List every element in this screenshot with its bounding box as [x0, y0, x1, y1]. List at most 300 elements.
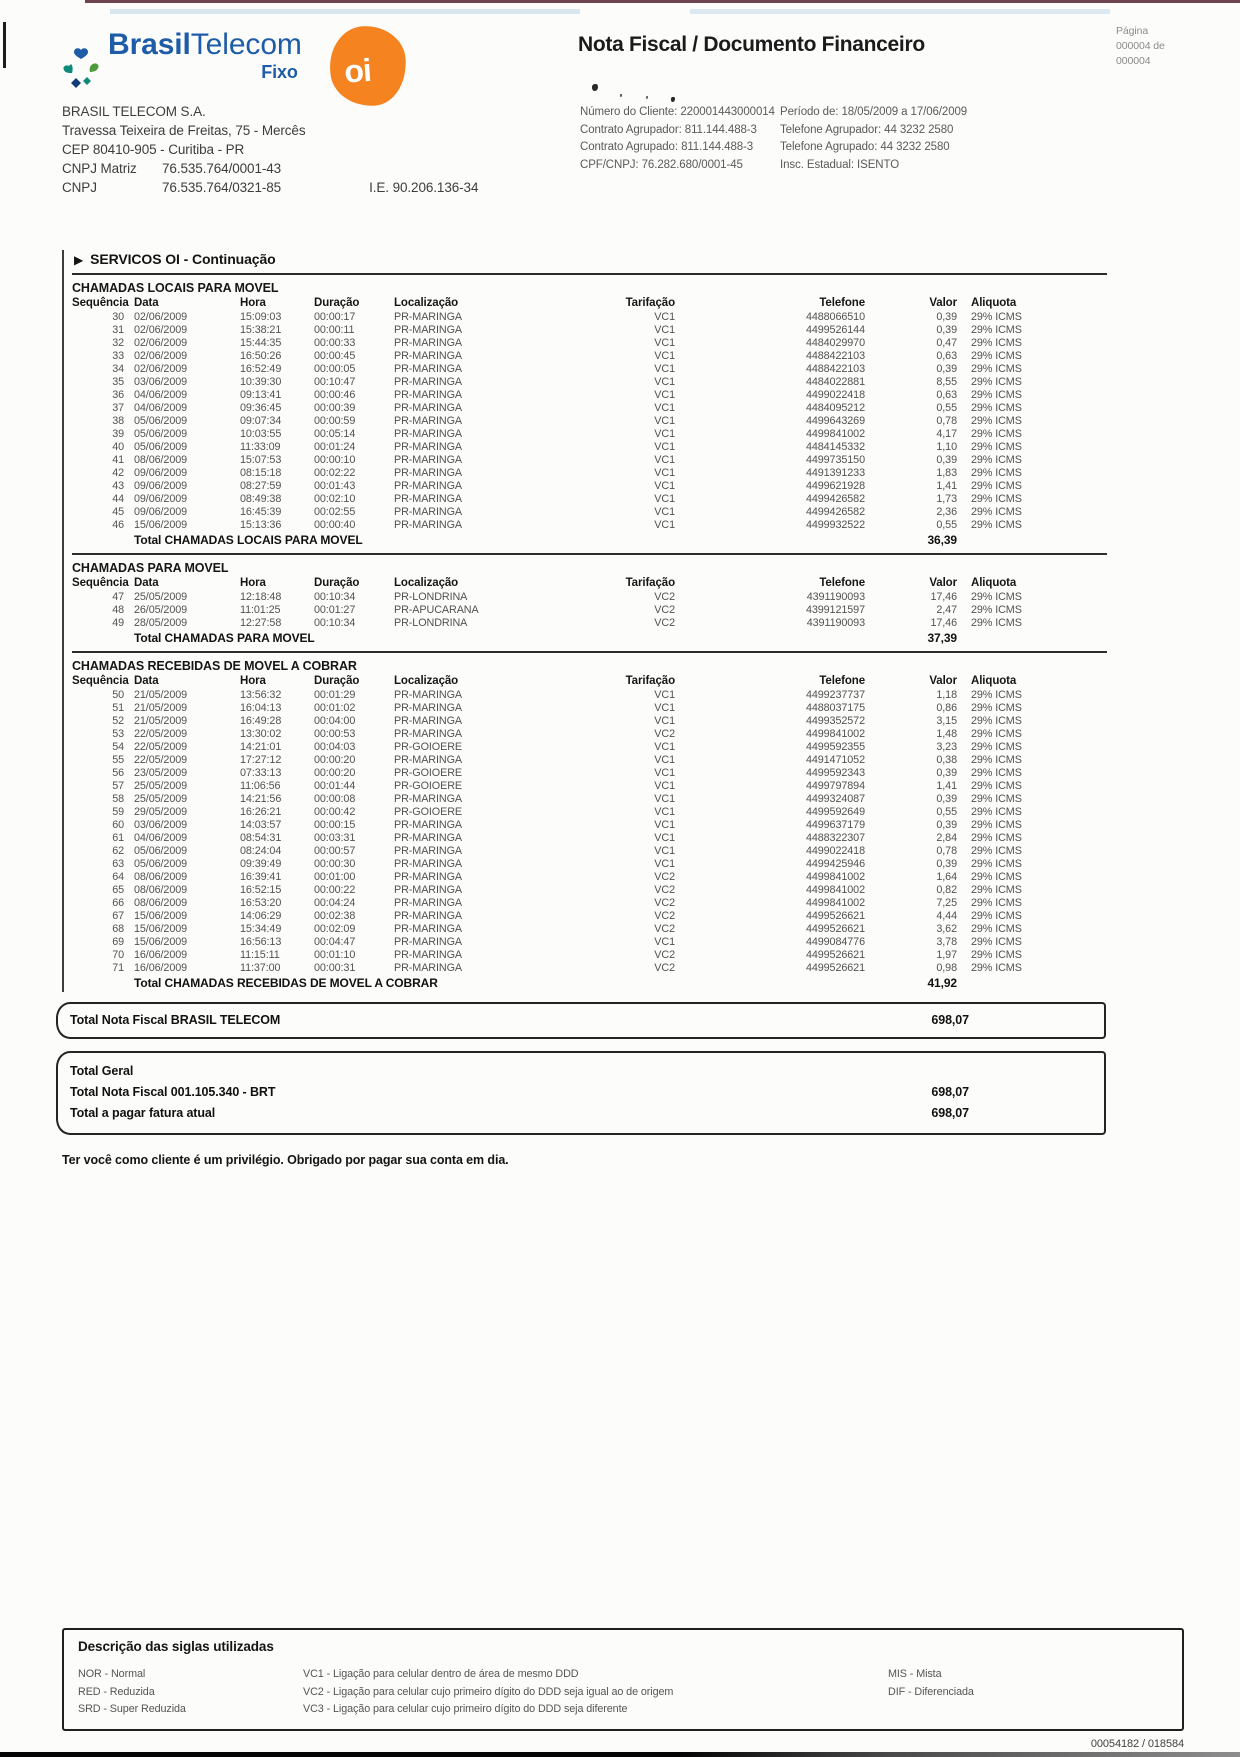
cell-telefone: 4499526144 [805, 324, 865, 336]
telefone-agrupado-label: Telefone Agrupado: [780, 141, 878, 153]
cell-hora: 14:06:29 [240, 910, 282, 922]
cell-aliquota: 29% ICMS [971, 467, 1022, 479]
cell-data: 08/06/2009 [134, 454, 188, 466]
cell-localizacao: PR-MARINGA [394, 702, 462, 714]
col-header-data: Data [134, 675, 159, 687]
cell-telefone: 4499932522 [805, 519, 865, 531]
cell-duracao: 00:00:20 [314, 754, 356, 766]
spacer [1062, 832, 1107, 845]
cell-duracao: 00:00:57 [314, 845, 356, 857]
scan-artifact-bottombar [0, 1752, 1240, 1757]
cell-localizacao: PR-LONDRINA [394, 591, 468, 603]
spacer [1062, 428, 1107, 441]
cell-aliquota: 29% ICMS [971, 441, 1022, 453]
cell-duracao: 00:05:14 [314, 428, 356, 440]
section-arrow-icon: ▶ [74, 253, 84, 267]
cell-valor: 0,98 [936, 962, 957, 974]
cell-aliquota: 29% ICMS [971, 858, 1022, 870]
cell-localizacao: PR-MARINGA [394, 923, 462, 935]
call-row [72, 845, 1107, 858]
cell-duracao: 00:10:34 [314, 591, 356, 603]
sigla-nor: NOR - Normal [78, 1668, 146, 1680]
cell-sequencia: 30 [112, 311, 124, 323]
cell-sequencia: 34 [112, 363, 124, 375]
cell-data: 05/06/2009 [134, 858, 188, 870]
cell-data: 03/06/2009 [134, 376, 188, 388]
cell-aliquota: 29% ICMS [971, 936, 1022, 948]
cell-tarifacao: VC1 [654, 337, 675, 349]
spacer [1062, 936, 1107, 949]
cell-tarifacao: VC1 [654, 415, 675, 427]
spacer [1062, 493, 1107, 506]
cell-localizacao: PR-MARINGA [394, 363, 462, 375]
call-row [72, 936, 1107, 949]
call-row [72, 467, 1107, 480]
cell-data: 29/05/2009 [134, 806, 188, 818]
col-header-aliquota: Aliquota [971, 297, 1017, 309]
cell-localizacao: PR-MARINGA [394, 402, 462, 414]
scan-artifact-streak [110, 9, 580, 14]
cell-data: 21/05/2009 [134, 702, 188, 714]
cell-telefone: 4488422103 [805, 363, 865, 375]
table-title: CHAMADAS PARA MOVEL [72, 561, 229, 575]
spacer [1062, 819, 1107, 832]
cell-duracao: 00:01:00 [314, 871, 356, 883]
call-row [72, 402, 1107, 415]
cell-aliquota: 29% ICMS [971, 480, 1022, 492]
brand-name-bold: Brasil [108, 28, 191, 61]
cell-aliquota: 29% ICMS [971, 949, 1022, 961]
spacer [1062, 324, 1107, 337]
col-header-sequencia: Sequência [72, 577, 129, 589]
cell-data: 02/06/2009 [134, 363, 188, 375]
cell-sequencia: 63 [112, 858, 124, 870]
cell-tarifacao: VC1 [654, 467, 675, 479]
cell-valor: 1,97 [936, 949, 957, 961]
call-row [72, 591, 1107, 604]
cell-sequencia: 47 [112, 591, 124, 603]
telefone-agrupador-label: Telefone Agrupador: [780, 123, 882, 136]
cell-valor: 2,47 [936, 604, 957, 616]
cell-valor: 1,73 [936, 493, 957, 505]
cell-localizacao: PR-MARINGA [394, 936, 462, 948]
cell-tarifacao: VC1 [654, 376, 675, 388]
call-row [72, 493, 1107, 506]
cell-aliquota: 29% ICMS [971, 350, 1022, 362]
spacer [1062, 793, 1107, 806]
cell-duracao: 00:01:24 [314, 441, 356, 453]
cell-tarifacao: VC1 [654, 702, 675, 714]
cell-valor: 0,82 [936, 884, 957, 896]
col-header-localizacao: Localização [394, 675, 459, 687]
siglas-col-3 [888, 1666, 1168, 1719]
cell-data: 08/06/2009 [134, 871, 188, 883]
call-row [72, 897, 1107, 910]
cell-sequencia: 49 [112, 617, 124, 629]
cell-telefone: 4499841002 [805, 728, 865, 740]
cell-hora: 16:53:20 [240, 897, 282, 909]
cell-valor: 1,83 [936, 467, 957, 479]
cell-data: 25/05/2009 [134, 591, 188, 603]
cell-duracao: 00:00:59 [314, 415, 356, 427]
scan-artifact-tick [3, 22, 6, 68]
cell-duracao: 00:00:22 [314, 884, 356, 896]
cell-valor: 0,55 [936, 806, 957, 818]
call-row [72, 910, 1107, 923]
cell-valor: 8,55 [936, 376, 957, 388]
cell-telefone: 4499352572 [805, 715, 865, 727]
spacer [1062, 845, 1107, 858]
call-row [72, 871, 1107, 884]
cell-sequencia: 44 [112, 493, 124, 505]
col-header-localizacao: Localização [394, 297, 459, 309]
brand-mark-icon [60, 46, 102, 92]
col-header-hora: Hora [240, 297, 266, 309]
call-row [72, 858, 1107, 871]
cell-data: 03/06/2009 [134, 819, 188, 831]
total-geral-box [56, 1051, 1106, 1135]
cell-valor: 3,78 [936, 936, 957, 948]
cell-aliquota: 29% ICMS [971, 454, 1022, 466]
cell-sequencia: 53 [112, 728, 124, 740]
spacer [1062, 923, 1107, 936]
cell-aliquota: 29% ICMS [971, 897, 1022, 909]
total-nota-fiscal-box [56, 1002, 1106, 1039]
cell-telefone: 4488322307 [805, 832, 865, 844]
cell-tarifacao: VC1 [654, 402, 675, 414]
cell-aliquota: 29% ICMS [971, 806, 1022, 818]
spacer [1062, 480, 1107, 493]
cell-telefone: 4499084776 [805, 936, 865, 948]
brand-text [108, 30, 302, 83]
cell-data: 04/06/2009 [134, 389, 188, 401]
table-total-value: 36,39 [927, 533, 957, 547]
telefone-agrupado-value: 44 3232 2580 [880, 141, 950, 153]
cell-sequencia: 39 [112, 428, 124, 440]
call-row [72, 832, 1107, 845]
cell-data: 16/06/2009 [134, 962, 188, 974]
cell-sequencia: 45 [112, 506, 124, 518]
cell-hora: 15:07:53 [240, 454, 282, 466]
spacer [1062, 689, 1107, 702]
cell-duracao: 00:03:31 [314, 832, 356, 844]
contrato-agrupador-value: 811.144.488-3 [684, 123, 757, 136]
cell-telefone: 4484145332 [805, 441, 865, 453]
brand-product-fixo: Fixo [261, 62, 298, 82]
spacer [1062, 806, 1107, 819]
cell-sequencia: 40 [112, 441, 124, 453]
cell-sequencia: 35 [112, 376, 124, 388]
cell-hora: 17:27:12 [240, 754, 282, 766]
cell-aliquota: 29% ICMS [971, 845, 1022, 857]
cell-tarifacao: VC1 [654, 311, 675, 323]
siglas-col-2 [303, 1666, 888, 1719]
call-row [72, 702, 1107, 715]
cell-sequencia: 42 [112, 467, 124, 479]
cell-telefone: 4488066510 [805, 311, 865, 323]
cell-tarifacao: VC1 [654, 780, 675, 792]
cell-tarifacao: VC1 [654, 832, 675, 844]
sigla-vc2: VC2 - Ligação para celular cujo primeiro dígito do DDD seja igual ao de origem [303, 1685, 674, 1698]
call-tables-block [62, 250, 1107, 992]
call-row [72, 519, 1107, 532]
cell-hora: 16:45:39 [240, 506, 282, 518]
total-nota-fiscal-brt-label: Total Nota Fiscal BRASIL TELECOM [70, 1013, 281, 1027]
col-header-aliquota: Aliquota [971, 577, 1017, 589]
cell-sequencia: 32 [112, 337, 124, 349]
cell-data: 04/06/2009 [134, 402, 188, 414]
call-row [72, 780, 1107, 793]
spacer [1062, 376, 1107, 389]
col-header-sequencia: Sequência [72, 297, 129, 309]
cell-hora: 08:27:59 [240, 480, 282, 492]
cell-localizacao: PR-MARINGA [394, 350, 462, 362]
cell-tarifacao: VC1 [654, 858, 675, 870]
call-row [72, 441, 1107, 454]
cell-duracao: 00:00:10 [314, 454, 356, 466]
cell-valor: 0,39 [936, 454, 957, 466]
client-number-value: 220001443000014 [680, 106, 775, 118]
company-address-1: Travessa Teixeira de Freitas, 75 - Mercês [62, 123, 306, 138]
cell-telefone: 4499621928 [805, 480, 865, 492]
cell-aliquota: 29% ICMS [971, 428, 1022, 440]
cell-tarifacao: VC1 [654, 845, 675, 857]
cell-aliquota: 29% ICMS [971, 767, 1022, 779]
cell-data: 22/05/2009 [134, 754, 188, 766]
cell-tarifacao: VC2 [654, 923, 675, 935]
call-row [72, 617, 1107, 630]
siglas-col-1 [78, 1666, 303, 1719]
cell-localizacao: PR-MARINGA [394, 467, 462, 479]
sigla-dif: DIF - Diferenciada [888, 1685, 974, 1698]
cell-sequencia: 70 [112, 949, 124, 961]
spacer [1062, 949, 1107, 962]
cell-data: 04/06/2009 [134, 832, 188, 844]
cell-localizacao: PR-MARINGA [394, 962, 462, 974]
cell-sequencia: 50 [112, 689, 124, 701]
cell-hora: 14:21:01 [240, 741, 282, 753]
cell-sequencia: 57 [112, 780, 124, 792]
cell-localizacao: PR-MARINGA [394, 480, 462, 492]
cell-valor: 0,47 [936, 337, 957, 349]
cell-aliquota: 29% ICMS [971, 793, 1022, 805]
cell-valor: 0,63 [936, 350, 957, 362]
siglas-title: Descrição das siglas utilizadas [78, 1639, 274, 1654]
cell-duracao: 00:00:53 [314, 728, 356, 740]
cell-valor: 0,39 [936, 324, 957, 336]
section-header [72, 250, 1107, 275]
col-header-hora: Hora [240, 675, 266, 687]
cell-sequencia: 69 [112, 936, 124, 948]
page-number-block [1116, 24, 1165, 69]
page-value-1: 000004 de [1116, 40, 1165, 52]
table-total-label: Total CHAMADAS RECEBIDAS DE MOVEL A COBRAR [134, 976, 438, 990]
cell-localizacao: PR-MARINGA [394, 441, 462, 453]
insc-estadual-label: Insc. Estadual: [780, 158, 854, 171]
cell-aliquota: 29% ICMS [971, 741, 1022, 753]
cell-hora: 08:15:18 [240, 467, 282, 479]
call-row [72, 311, 1107, 324]
cell-tarifacao: VC1 [654, 441, 675, 453]
col-header-aliquota: Aliquota [971, 675, 1017, 687]
cell-aliquota: 29% ICMS [971, 402, 1022, 414]
cell-duracao: 00:00:30 [314, 858, 356, 870]
spacer [1062, 674, 1107, 689]
cell-hora: 16:49:28 [240, 715, 282, 727]
sigla-vc1: VC1 - Ligação para celular dentro de área de mesmo DDD [303, 1668, 579, 1680]
cell-telefone: 4484095212 [805, 402, 865, 414]
cell-duracao: 00:00:11 [314, 324, 355, 336]
cell-hora: 11:37:00 [240, 962, 281, 974]
cell-aliquota: 29% ICMS [971, 337, 1022, 349]
cell-duracao: 00:04:03 [314, 741, 356, 753]
call-row [72, 767, 1107, 780]
spacer [1062, 604, 1107, 617]
call-row [72, 754, 1107, 767]
cpf-cnpj-label: CPF/CNPJ: [580, 158, 639, 171]
cell-valor: 4,17 [936, 428, 957, 440]
col-header-data: Data [134, 577, 159, 589]
cell-hora: 13:56:32 [240, 689, 282, 701]
call-row [72, 389, 1107, 402]
cell-aliquota: 29% ICMS [971, 591, 1022, 603]
col-header-duracao: Duração [314, 675, 360, 687]
call-row [72, 480, 1107, 493]
call-row [72, 923, 1107, 936]
cell-hora: 16:26:21 [240, 806, 282, 818]
cell-aliquota: 29% ICMS [971, 832, 1022, 844]
col-header-valor: Valor [929, 577, 957, 589]
cell-sequencia: 48 [112, 604, 124, 616]
cell-duracao: 00:10:47 [314, 376, 356, 388]
cell-data: 21/05/2009 [134, 715, 188, 727]
cell-telefone: 4391190093 [806, 591, 865, 603]
cell-hora: 11:33:09 [240, 441, 281, 453]
cell-duracao: 00:04:47 [314, 936, 356, 948]
table-total-label: Total CHAMADAS LOCAIS PARA MOVEL [134, 533, 363, 547]
cell-tarifacao: VC2 [654, 871, 675, 883]
cell-sequencia: 33 [112, 350, 124, 362]
table-total-row [72, 630, 1107, 647]
spacer [1062, 741, 1107, 754]
cell-data: 09/06/2009 [134, 480, 188, 492]
scan-artifact-streak [690, 9, 1110, 14]
cell-duracao: 00:00:46 [314, 389, 356, 401]
spacer [1062, 767, 1107, 780]
cell-duracao: 00:00:45 [314, 350, 356, 362]
cell-duracao: 00:01:29 [314, 689, 356, 701]
call-row [72, 949, 1107, 962]
col-header-tarifacao: Tarifação [625, 577, 675, 589]
cell-sequencia: 38 [112, 415, 124, 427]
cell-valor: 1,10 [936, 441, 957, 453]
client-info-col-2 [780, 104, 1110, 174]
cell-aliquota: 29% ICMS [971, 389, 1022, 401]
cell-localizacao: PR-MARINGA [394, 845, 462, 857]
cell-tarifacao: VC1 [654, 519, 675, 531]
cell-sequencia: 37 [112, 402, 124, 414]
table-total-row [72, 975, 1107, 992]
spacer [957, 532, 1107, 549]
cell-hora: 14:21:56 [240, 793, 282, 805]
cell-valor: 3,15 [936, 715, 957, 727]
cell-telefone: 4499324087 [805, 793, 865, 805]
cell-telefone: 4499526621 [805, 949, 865, 961]
cell-hora: 16:56:13 [240, 936, 282, 948]
cnpj-value: 76.535.764/0321-85 [162, 180, 282, 195]
cell-valor: 0,63 [936, 389, 957, 401]
cell-valor: 0,55 [936, 402, 957, 414]
call-row [72, 415, 1107, 428]
call-row [72, 324, 1107, 337]
cell-data: 05/06/2009 [134, 415, 188, 427]
total-nota-fiscal-num-label: Total Nota Fiscal 001.105.340 - BRT [70, 1085, 276, 1099]
cell-aliquota: 29% ICMS [971, 962, 1022, 974]
call-row [72, 428, 1107, 441]
col-header-duracao: Duração [314, 577, 360, 589]
brand-name-light: Telecom [190, 28, 302, 61]
client-number-label: Número do Cliente: [580, 106, 678, 118]
document-title: Nota Fiscal / Documento Financeiro [578, 33, 925, 56]
cell-sequencia: 56 [112, 767, 124, 779]
cell-localizacao: PR-MARINGA [394, 389, 462, 401]
cell-aliquota: 29% ICMS [971, 363, 1022, 375]
cell-tarifacao: VC1 [654, 689, 675, 701]
cell-sequencia: 54 [112, 741, 124, 753]
cell-sequencia: 55 [112, 754, 124, 766]
cell-tarifacao: VC1 [654, 350, 675, 362]
cell-localizacao: PR-GOIOERE [394, 806, 462, 818]
cell-data: 02/06/2009 [134, 324, 188, 336]
cell-hora: 16:39:41 [240, 871, 282, 883]
cell-duracao: 00:00:05 [314, 363, 356, 375]
spacer [1062, 702, 1107, 715]
cell-telefone: 4499022418 [805, 389, 865, 401]
spacer [1062, 910, 1107, 923]
cell-aliquota: 29% ICMS [971, 376, 1022, 388]
cell-data: 26/05/2009 [134, 604, 188, 616]
cell-hora: 09:39:49 [240, 858, 282, 870]
cell-data: 28/05/2009 [134, 617, 188, 629]
cell-telefone: 4499022418 [805, 845, 865, 857]
cell-sequencia: 36 [112, 389, 124, 401]
cnpj-matriz-label: CNPJ Matriz [62, 161, 137, 176]
cell-tarifacao: VC2 [654, 591, 675, 603]
cell-hora: 14:03:57 [240, 819, 282, 831]
spacer [957, 975, 1107, 992]
cell-hora: 15:13:36 [240, 519, 282, 531]
cell-sequencia: 60 [112, 819, 124, 831]
cell-localizacao: PR-MARINGA [394, 793, 462, 805]
cell-tarifacao: VC2 [654, 962, 675, 974]
cell-valor: 0,39 [936, 858, 957, 870]
cell-duracao: 00:00:17 [314, 311, 356, 323]
cell-aliquota: 29% ICMS [971, 884, 1022, 896]
spacer [1062, 617, 1107, 630]
cell-telefone: 4499797894 [805, 780, 865, 792]
cell-data: 15/06/2009 [134, 936, 188, 948]
cell-sequencia: 67 [112, 910, 124, 922]
cell-hora: 15:44:35 [240, 337, 282, 349]
table-title: CHAMADAS RECEBIDAS DE MOVEL A COBRAR [72, 659, 357, 673]
cell-duracao: 00:01:43 [314, 480, 356, 492]
cell-duracao: 00:00:33 [314, 337, 356, 349]
cell-duracao: 00:02:55 [314, 506, 356, 518]
cell-tarifacao: VC1 [654, 741, 675, 753]
spacer [1062, 728, 1107, 741]
col-header-telefone: Telefone [819, 675, 865, 687]
cell-valor: 0,55 [936, 519, 957, 531]
